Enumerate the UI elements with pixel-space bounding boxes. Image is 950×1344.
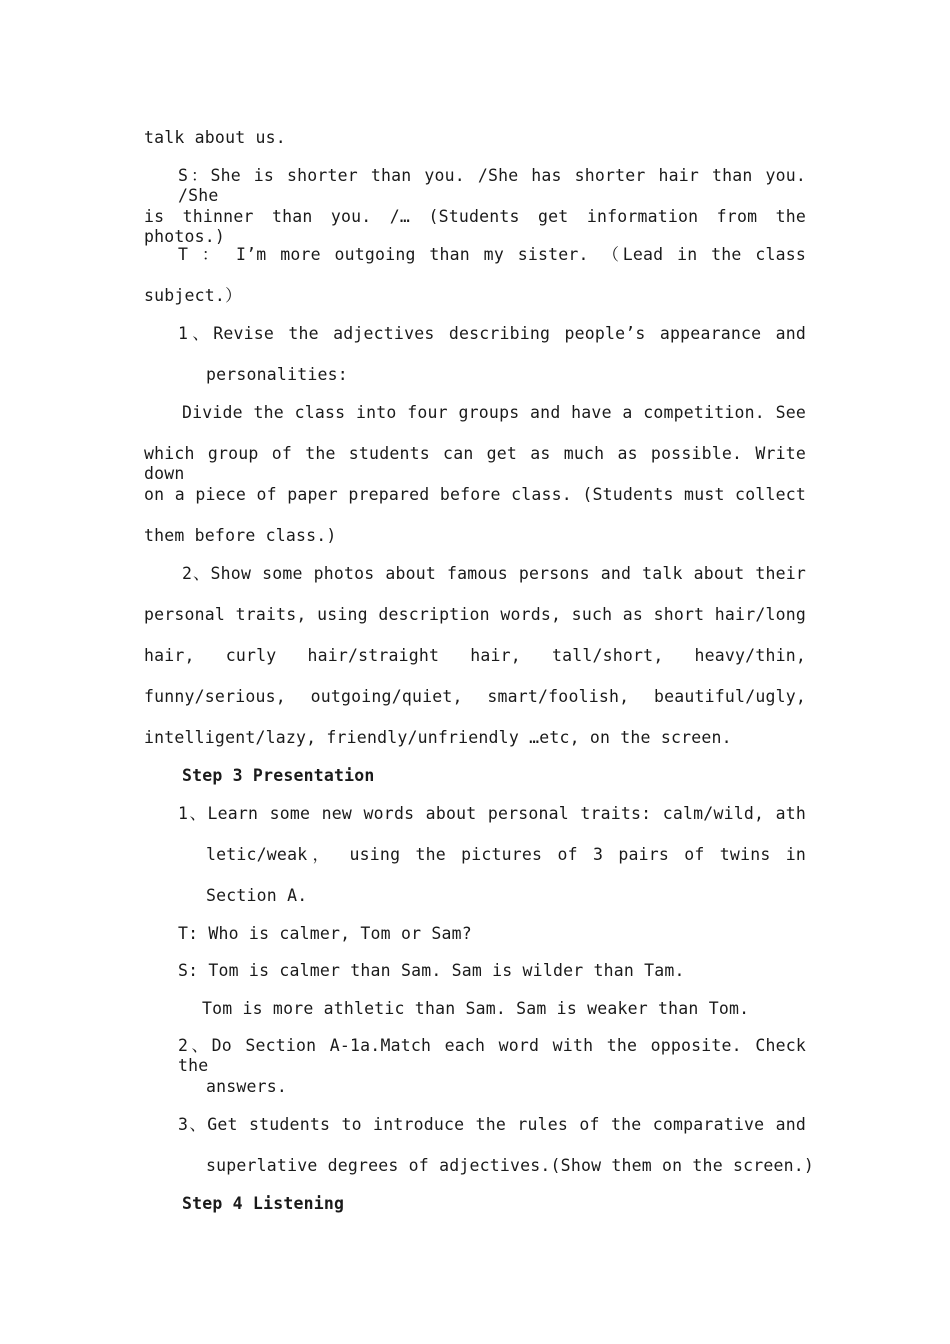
list-item: 2、Do Section A-1a.Match each word with the opposite. Check the bbox=[178, 1036, 806, 1075]
section-heading: Step 4 Listening bbox=[182, 1194, 345, 1213]
text-line: subject.） bbox=[144, 286, 242, 305]
text-line: Tom is more athletic than Sam. Sam is weaker than Tom. bbox=[202, 999, 750, 1018]
text-line: Section A. bbox=[206, 886, 308, 905]
section-heading: Step 3 Presentation bbox=[182, 766, 375, 785]
list-item: 1、Learn some new words about personal traits: calm/wild, ath bbox=[178, 804, 806, 823]
text-line: Divide the class into four groups and have a competition. See bbox=[182, 403, 806, 422]
text-line: personal traits, using description words, such as short hair/long bbox=[144, 605, 806, 624]
text-line: intelligent/lazy, friendly/unfriendly …etc, on the screen. bbox=[144, 728, 732, 747]
list-item: 2、Show some photos about famous persons and talk about their bbox=[182, 564, 806, 583]
text-line: S：She is shorter than you. /She has shorter hair than you. /She bbox=[178, 166, 806, 205]
text-line: talk about us. bbox=[144, 128, 286, 147]
text-line: funny/serious, outgoing/quiet, smart/foolish, beautiful/ugly, bbox=[144, 687, 806, 706]
text-line: which group of the students can get as much as possible. Write down bbox=[144, 444, 806, 483]
text-line: T ： I’m more outgoing than my sister. （Lead in the class bbox=[178, 245, 806, 264]
list-item: 3、Get students to introduce the rules of the comparative and bbox=[178, 1115, 806, 1134]
text-line: personalities: bbox=[206, 365, 348, 384]
list-item: 1、Revise the adjectives describing people’s appearance and bbox=[178, 324, 806, 343]
text-line: letic/weak， using the pictures of 3 pairs of twins in bbox=[206, 845, 806, 864]
text-line: answers. bbox=[206, 1077, 288, 1096]
text-line: them before class.) bbox=[144, 526, 337, 545]
text-line: is thinner than you. /… (Students get information from the photos.) bbox=[144, 207, 806, 246]
text-line: hair, curly hair/straight hair, tall/short, heavy/thin, bbox=[144, 646, 806, 665]
text-line: S: Tom is calmer than Sam. Sam is wilder than Tam. bbox=[178, 961, 685, 980]
text-line: on a piece of paper prepared before class. (Students must collect bbox=[144, 485, 806, 504]
text-line: T: Who is calmer, Tom or Sam? bbox=[178, 924, 472, 943]
text-line: superlative degrees of adjectives.(Show them on the screen.) bbox=[206, 1156, 815, 1175]
